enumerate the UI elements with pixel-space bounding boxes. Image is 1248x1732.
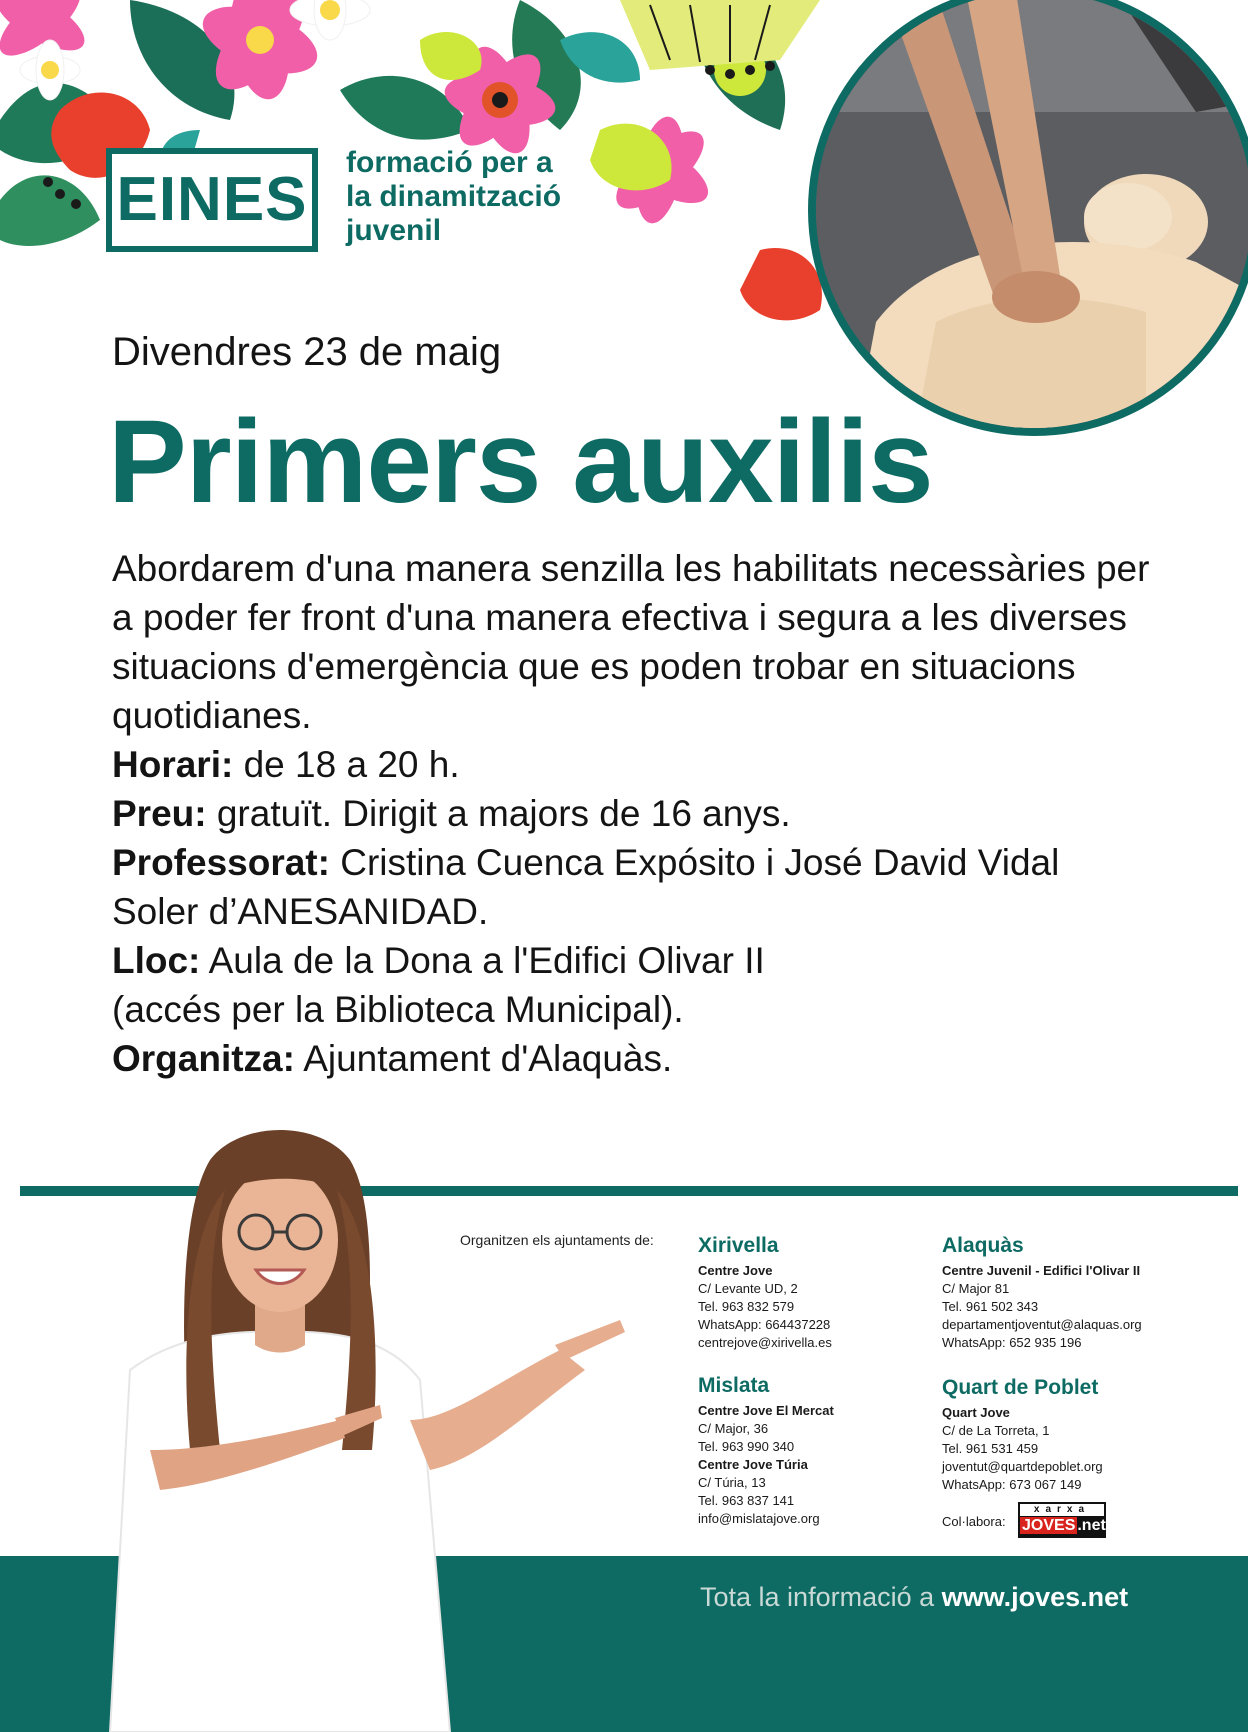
cpr-illustration <box>816 0 1248 428</box>
teachers-label: Professorat: <box>112 842 330 883</box>
event-details <box>112 544 1152 1083</box>
email-link[interactable]: departamentjoventut@alaquas.org <box>942 1317 1142 1332</box>
xarxa-logo-net: .net <box>1077 1517 1106 1534</box>
logo-text: EINES <box>116 165 308 234</box>
center-name: Centre Jove Túria <box>698 1457 808 1472</box>
schedule-label: Horari: <box>112 744 234 785</box>
xarxa-joves-logo[interactable] <box>1018 1502 1106 1538</box>
town-mislata <box>698 1374 834 1528</box>
event-date: Divendres 23 de maig <box>112 330 502 374</box>
organizers-label: Organitzen els ajuntaments de: <box>460 1232 654 1248</box>
tagline-line-2: la dinamització <box>346 180 562 213</box>
place-value-line-1: Aula de la Dona a l'Edifici Olivar II <box>200 940 765 981</box>
collab-label: Col·labora: <box>942 1514 1006 1529</box>
town-alaquas <box>942 1234 1142 1352</box>
footer-info <box>700 1582 1128 1613</box>
teachers-row <box>112 838 1152 936</box>
organizer-label: Organitza: <box>112 1038 295 1079</box>
whatsapp: WhatsApp: 673 067 149 <box>942 1477 1082 1492</box>
town-name: Mislata <box>698 1374 770 1397</box>
place-label: Lloc: <box>112 940 201 981</box>
town-quart-de-poblet <box>942 1376 1103 1494</box>
phone: Tel. 963 990 340 <box>698 1439 795 1454</box>
tagline-line-1: formació per a <box>346 146 553 179</box>
center-name: Centre Juvenil - Edifici l'Olivar II <box>942 1263 1141 1278</box>
place-row-2: (accés per la Biblioteca Municipal). <box>112 989 684 1030</box>
whatsapp: WhatsApp: 652 935 196 <box>942 1335 1082 1350</box>
phone: Tel. 963 832 579 <box>698 1299 795 1314</box>
cpr-photo <box>808 0 1248 436</box>
whatsapp: WhatsApp: 664437228 <box>698 1317 831 1332</box>
price-row <box>112 789 1152 838</box>
email-link[interactable]: centrejove@xirivella.es <box>698 1335 832 1350</box>
town-name: Alaquàs <box>942 1234 1024 1257</box>
xarxa-logo-top: xarxa <box>1033 1504 1091 1515</box>
email-link[interactable]: joventut@quartdepoblet.org <box>942 1459 1103 1474</box>
address: C/ Major 81 <box>942 1281 1010 1296</box>
phone: Tel. 963 837 141 <box>698 1493 795 1508</box>
town-name: Quart de Poblet <box>942 1376 1099 1399</box>
place-row <box>112 936 1152 985</box>
xarxa-logo-joves: JOVES <box>1022 1517 1076 1534</box>
logo-tagline <box>346 146 606 248</box>
footer-info-prefix: Tota la informació a <box>700 1582 942 1612</box>
xarxa-logo-bottom <box>1020 1516 1104 1536</box>
schedule-row <box>112 740 1152 789</box>
website-link[interactable]: www.joves.net <box>941 1582 1129 1612</box>
center-name: Centre Jove El Mercat <box>698 1403 834 1418</box>
address: C/ Túria, 13 <box>698 1475 766 1490</box>
woman-pointing-illustration <box>0 1120 660 1732</box>
address: C/ Levante UD, 2 <box>698 1281 798 1296</box>
phone: Tel. 961 502 343 <box>942 1299 1039 1314</box>
event-title: Primers auxilis <box>108 396 933 528</box>
teachers-value: Cristina Cuenca Expósito i José David Vidal Soler d’ANESANIDAD. <box>112 842 1060 932</box>
town-name: Xirivella <box>698 1234 779 1257</box>
center-name: Quart Jove <box>942 1405 1010 1420</box>
organizer-row <box>112 1034 1152 1083</box>
price-label: Preu: <box>112 793 207 834</box>
address: C/ de La Torreta, 1 <box>942 1423 1050 1438</box>
schedule-value: de 18 a 20 h. <box>233 744 460 785</box>
organizer-value: Ajuntament d'Alaquàs. <box>294 1038 673 1079</box>
price-value: gratuït. Dirigit a majors de 16 anys. <box>206 793 791 834</box>
eines-logo <box>106 148 318 252</box>
phone: Tel. 961 531 459 <box>942 1441 1039 1456</box>
address: C/ Major, 36 <box>698 1421 769 1436</box>
email-link[interactable]: info@mislatajove.org <box>698 1511 820 1526</box>
town-xirivella <box>698 1234 832 1352</box>
tagline-line-3: juvenil <box>346 214 442 247</box>
event-description: Abordarem d'una manera senzilla les habilitats necessàries per a poder fer front d'una manera efectiva i segura a les diverses situacions d'emergència que es poden trobar en situacions quotidianes. <box>112 548 1150 736</box>
center-name: Centre Jove <box>698 1263 773 1278</box>
